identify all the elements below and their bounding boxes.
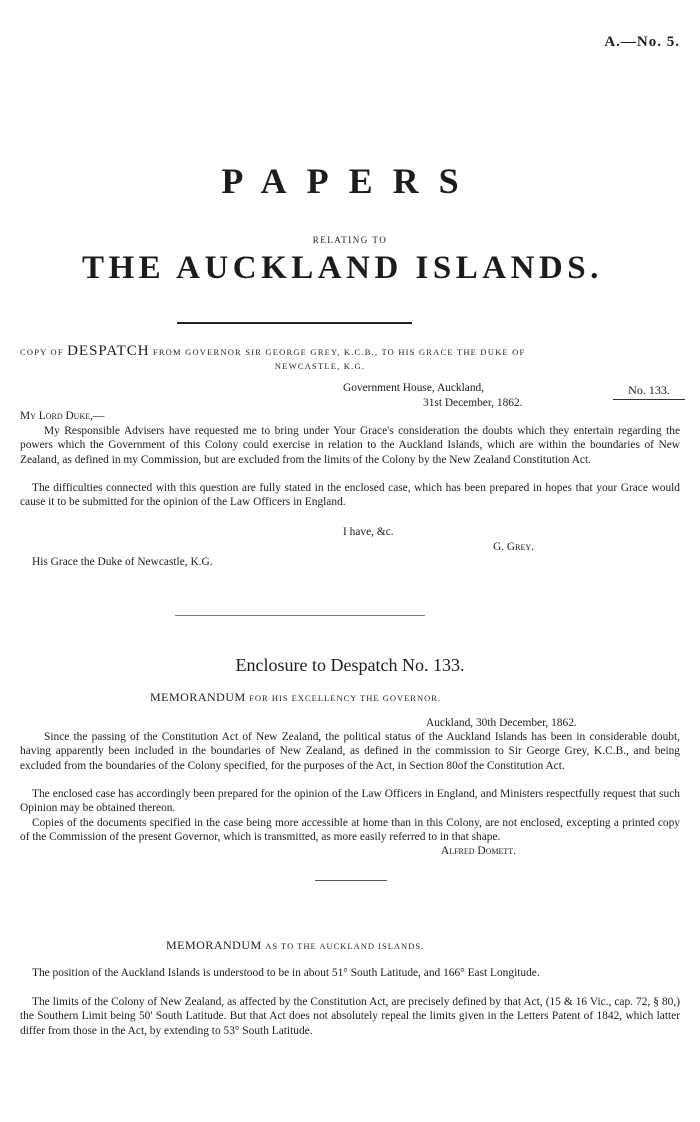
despatch-heading [20, 344, 680, 373]
document-subject: THE AUCKLAND ISLANDS. [82, 250, 603, 286]
despatch-date: 31st December, 1862. [423, 397, 523, 409]
despatch-paragraph-1: My Responsible Advisers have requested me to bring under Your Grace's consideration the doubts which they entertain regarding the powers which the Government of this Colony could exercise in relation to the Auckland Islands, which are within the boundaries of New Zealand, as defined in my Commission, but are excluded from the limits of the Colony by the New Zealand Constitution Act. [20, 425, 680, 466]
enclosure-title: Enclosure to Despatch No. 133. [235, 655, 465, 675]
memorandum-paragraph-2: The enclosed case has accordingly been prepared for the opinion of the Law Officers in England, and Ministers respectfully request that such Opinion may be obtained thereon. [20, 788, 680, 815]
memorandum-heading [150, 690, 441, 705]
title-divider [177, 322, 412, 324]
despatch-addressee: His Grace the Duke of Newcastle, K.G. [32, 556, 213, 568]
second-memorandum-heading [166, 938, 424, 953]
despatch-heading-word: DESPATCH [67, 343, 150, 359]
memorandum-title: MEMORANDUM [150, 690, 246, 704]
section-divider [175, 615, 425, 616]
despatch-heading-line2: NEWCASTLE, K.G. [274, 361, 366, 371]
second-memorandum-paragraph-1: The position of the Auckland Islands is understood to be in about 51° South Latitude, and 166° East Longitude. [32, 967, 540, 979]
despatch-heading-rest: FROM GOVERNOR SIR GEORGE GREY, K.C.B., TO HIS GRACE THE DUKE OF [152, 347, 526, 357]
relating-to-label: RELATING TO [312, 235, 388, 245]
second-memorandum-subtitle: AS TO THE AUCKLAND ISLANDS. [265, 941, 425, 951]
memorandum-subtitle: FOR HIS EXCELLENCY THE GOVERNOR. [249, 693, 442, 703]
despatch-side-number: No. 133. [613, 383, 685, 400]
short-divider [315, 880, 387, 881]
memorandum-paragraph-3: Copies of the documents specified in the case being more accessible at home than in this Colony, are not enclosed, excepting a printed copy of the Commission of the present Governor, which is transmitted, as more easily referred to in that shape. [20, 817, 680, 844]
second-memorandum-title: MEMORANDUM [166, 938, 262, 952]
despatch-heading-prefix: COPY OF [20, 347, 64, 357]
document-title: PAPERS [221, 161, 479, 201]
document-reference: A.—No. 5. [604, 34, 680, 50]
despatch-signature: G. Grey. [493, 541, 534, 553]
memorandum-place-date: Auckland, 30th December, 1862. [426, 717, 577, 729]
despatch-closing: I have, &c. [343, 526, 394, 538]
second-memorandum-paragraph-2: The limits of the Colony of New Zealand, as affected by the Constitution Act, are precisely defined by that Act, (15 & 16 Vic., cap. 72, § 80,) the Southern Limit being 50' South Latitude. But that Act does not absolutely repeal the limits given in the Letters Patent of 1842, which latter differ from those in the Act, by extending to 53° South Latitude. [20, 996, 680, 1037]
despatch-salutation: My Lord Duke,— [20, 410, 105, 422]
despatch-paragraph-2: The difficulties connected with this question are fully stated in the enclosed case, which has been prepared in hopes that your Grace would cause it to be submitted for the opinion of the Law Officers in England. [20, 482, 680, 509]
despatch-place: Government House, Auckland, [343, 382, 485, 394]
memorandum-signature: Alfred Domett. [441, 845, 517, 857]
memorandum-paragraph-1: Since the passing of the Constitution Act of New Zealand, the political status of the Auckland Islands has been in considerable doubt, having apparently been included in the boundaries of New Zealand, as defined in the commission to Sir George Grey, K.C.B., and being excluded from the boundaries of the Colony specified, for the purposes of the Act, in Section 80of the Constitution Act. [20, 731, 680, 772]
